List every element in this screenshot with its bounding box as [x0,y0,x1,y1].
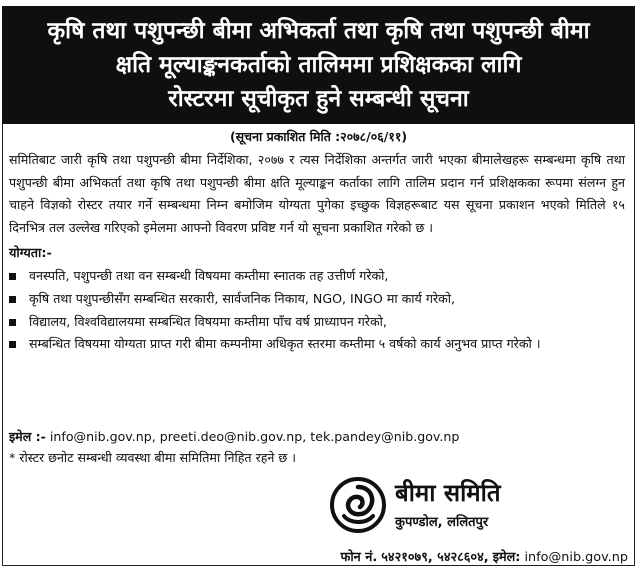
notice-body [2,124,635,566]
square-bullet-icon [9,319,16,326]
list-item [7,265,627,288]
qualification-text: वनस्पति, पशुपन्छी तथा वन सम्बन्धी विषयमा कम्तीमा स्नातक तह उत्तीर्ण गरेको, [29,268,389,283]
square-bullet-icon [9,341,16,348]
title-line-2: क्षति मूल्याङ्कनकर्ताको तालिममा प्रशिक्षकका लागि [115,51,522,78]
qualifications-heading: योग्यता:- [9,246,52,261]
email-label: इमेल :- [9,429,46,444]
list-item [7,311,627,334]
phone-numbers: ५४२१०७९, ५४२८६०४, [381,550,489,565]
square-bullet-icon [9,273,16,280]
phone-label: फोन नं. [340,550,378,565]
contact-email[interactable]: info@nib.gov.np [524,550,628,565]
org-address: कुपण्डोल, ललितपुर [395,515,489,530]
roster-note: * रोस्टर छनोट सम्बन्धी व्यवस्था बीमा समितिमा निहित रहने छ । [9,450,297,465]
qualifications-list [7,265,627,356]
notice-title-banner [2,6,635,124]
org-logo-block [329,476,509,536]
qualification-text: कृषि तथा पशुपन्छीसँग सम्बन्धित सरकारी, सार्वजनिक निकाय, NGO, INGO मा कार्य गरेको, [29,290,456,306]
title-line-3: रोस्टरमा सूचीकृत हुने सम्बन्धी सूचना [168,85,469,112]
email-addresses[interactable]: info@nib.gov.np, preeti.deo@nib.gov.np, tek.pandey@nib.gov.np [49,429,460,444]
contact-email-label: इमेल: [492,550,521,565]
title-line-1: कृषि तथा पशुपन्छी बीमा अभिकर्ता तथा कृषि तथा पशुपन्छी बीमा [47,17,590,44]
square-bullet-icon [9,296,16,303]
list-item [7,288,627,311]
list-item [7,333,627,356]
qualification-text: सम्बन्धित विषयमा योग्यता प्राप्त गरी बीमा कम्पनीमा अधिकृत स्तरमा कम्तीमा ५ वर्षको कार्य अनुभव प्राप्त गरेको । [29,336,541,352]
contact-row [340,547,628,565]
insurance-committee-logo-icon [329,476,387,534]
intro-paragraph: समितिबाट जारी कृषि तथा पशुपन्छी बीमा निर्देशिका, २०७७ र त्यस निर्देशिका अन्तर्गत जारी भएका बीमालेखहरू सम्बन्धमा कृषि तथा पशुपन्छी बीमा अभिकर्ता तथा कृषि तथा पशुपन्छी बीमा क्षति मूल्याङ्कन कर्ताका लागि तालिम प्रदान गर्न प्रशिक्षकका रूपमा संलग्न हुन चाहने विज्ञको रोस्टर तयार गर्ने सम्बन्धमा निम्न बमोजिम योग्यता पुगेका इच्छुक विज्ञहरूबाट यस सूचना प्रकाशन भएको मितिले १५ दिनभित्र तल उल्लेख गरिएको इमेलमा आफ्नो विवरण प्रविष्ट गर्न यो सूचना प्रकाशित गरेको छ । [9,152,625,235]
publish-date: (सूचना प्रकाशित मिति :२०७८/०६/११) [229,129,408,144]
qualification-text: विद्यालय, विश्वविद्यालयमा सम्बन्धित विषयमा कम्तीमा पाँच वर्ष प्राध्यापन गरेको, [29,313,387,329]
email-row [9,427,459,447]
org-name: बीमा समिति [395,478,501,507]
